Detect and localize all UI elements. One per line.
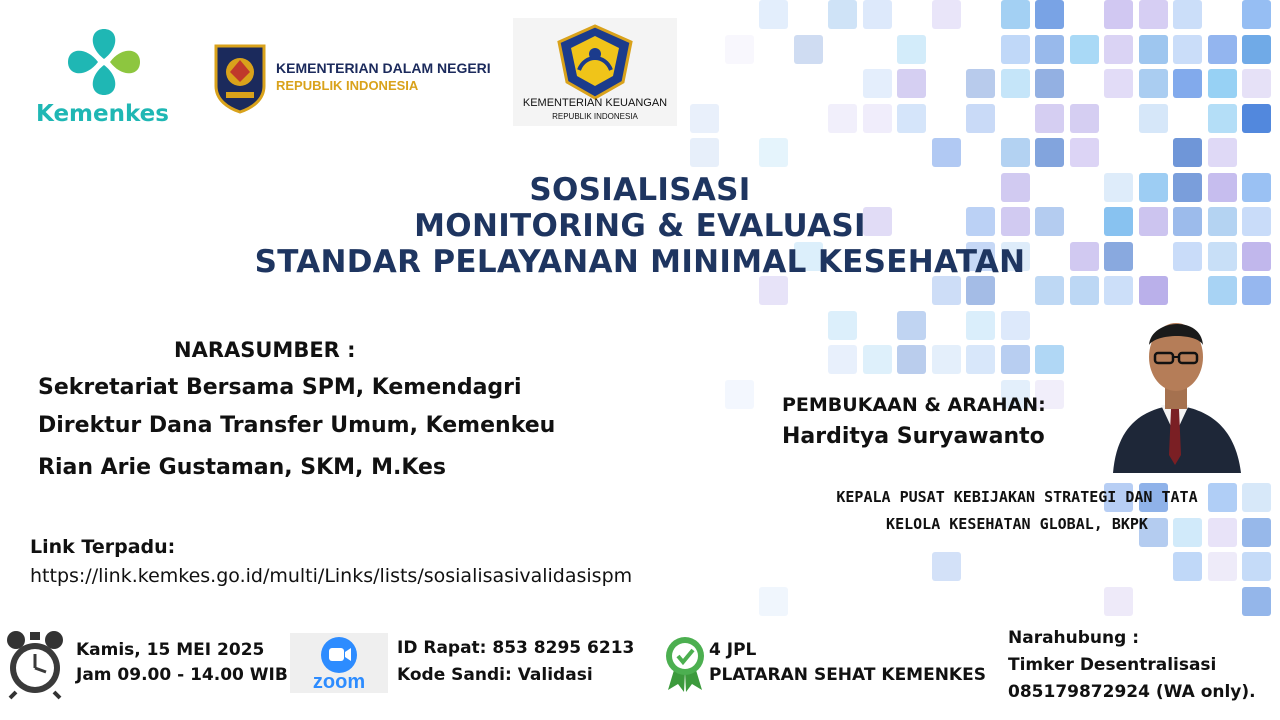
- mosaic-tile: [1242, 207, 1271, 236]
- zoom-wordmark: zoom: [312, 671, 366, 693]
- mosaic-tile: [966, 311, 995, 340]
- role-line-1: KEPALA PUSAT KEBIJAKAN STRATEGI DAN TATA: [836, 488, 1198, 506]
- speakers-heading: NARASUMBER :: [174, 338, 356, 362]
- mosaic-tile: [1173, 207, 1202, 236]
- mosaic-tile: [1208, 69, 1237, 98]
- kemenkeu-name: KEMENTERIAN KEUANGAN: [522, 97, 668, 109]
- kemenkeu-emblem-icon: [555, 24, 635, 100]
- mosaic-tile: [759, 587, 788, 616]
- mosaic-tile: [1242, 69, 1271, 98]
- mosaic-tile: [897, 311, 926, 340]
- kemenkes-logo: [30, 25, 175, 135]
- mosaic-tile: [863, 69, 892, 98]
- mosaic-tile: [1070, 276, 1099, 305]
- mosaic-tile: [1001, 345, 1030, 374]
- mosaic-tile: [897, 104, 926, 133]
- mosaic-tile: [690, 104, 719, 133]
- mosaic-tile: [1104, 69, 1133, 98]
- mosaic-tile: [1139, 0, 1168, 29]
- mosaic-tile: [1208, 104, 1237, 133]
- mosaic-tile: [1035, 35, 1064, 64]
- mosaic-tile: [1139, 104, 1168, 133]
- mosaic-tile: [897, 35, 926, 64]
- mosaic-tile: [966, 345, 995, 374]
- mosaic-tile: [1242, 276, 1271, 305]
- mosaic-tile: [863, 104, 892, 133]
- mosaic-tile: [828, 0, 857, 29]
- mosaic-tile: [1139, 69, 1168, 98]
- mosaic-tile: [1242, 242, 1271, 271]
- mosaic-tile: [863, 345, 892, 374]
- mosaic-tile: [1173, 69, 1202, 98]
- mosaic-tile: [725, 35, 754, 64]
- mosaic-tile: [1104, 35, 1133, 64]
- mosaic-tile: [966, 69, 995, 98]
- mosaic-tile: [1173, 242, 1202, 271]
- mosaic-tile: [863, 0, 892, 29]
- mosaic-tile: [1070, 35, 1099, 64]
- mosaic-tile: [1242, 587, 1271, 616]
- event-time: Jam 09.00 - 14.00 WIB: [76, 665, 288, 685]
- mosaic-tile: [1139, 35, 1168, 64]
- mosaic-tile: [1139, 207, 1168, 236]
- mosaic-tile: [1035, 0, 1064, 29]
- mosaic-tile: [1070, 138, 1099, 167]
- mosaic-tile: [1104, 276, 1133, 305]
- mosaic-tile: [932, 0, 961, 29]
- mosaic-tile: [1035, 138, 1064, 167]
- mosaic-tile: [1208, 276, 1237, 305]
- mosaic-tile: [1173, 552, 1202, 581]
- mosaic-tile: [759, 138, 788, 167]
- mosaic-tile: [1208, 35, 1237, 64]
- contact-label: Narahubung :: [1008, 628, 1140, 648]
- mosaic-tile: [1035, 276, 1064, 305]
- event-date: Kamis, 15 MEI 2025: [76, 640, 265, 660]
- opening-label: PEMBUKAAN & ARAHAN:: [782, 394, 1046, 416]
- event-title: [160, 172, 1120, 280]
- kemenkes-wordmark: Kemenkes: [36, 101, 169, 127]
- mosaic-tile: [1173, 173, 1202, 202]
- mosaic-tile: [1208, 173, 1237, 202]
- opening-speaker-name: Harditya Suryawanto: [782, 424, 1045, 449]
- title-line-2: MONITORING & EVALUASI: [414, 208, 866, 244]
- verified-badge-icon: [664, 636, 706, 692]
- mosaic-tile: [1001, 138, 1030, 167]
- mosaic-tile: [897, 69, 926, 98]
- platform-name: PLATARAN SEHAT KEMENKES: [709, 665, 986, 685]
- opening-speaker-role: [812, 484, 1222, 538]
- mosaic-tile: [1001, 0, 1030, 29]
- mosaic-tile: [1035, 69, 1064, 98]
- mosaic-tile: [1173, 0, 1202, 29]
- mosaic-tile: [1208, 207, 1237, 236]
- mosaic-tile: [1139, 173, 1168, 202]
- mosaic-tile: [759, 276, 788, 305]
- mosaic-tile: [1001, 311, 1030, 340]
- zoom-logo: [290, 633, 388, 693]
- mosaic-tile: [1104, 0, 1133, 29]
- kemenkeu-logo: [513, 18, 677, 126]
- mosaic-tile: [1242, 173, 1271, 202]
- mosaic-tile: [1208, 138, 1237, 167]
- mosaic-tile: [1173, 138, 1202, 167]
- mosaic-tile: [966, 276, 995, 305]
- mosaic-tile: [932, 552, 961, 581]
- alarm-clock-icon: [2, 628, 68, 700]
- kemendagri-logo: [212, 42, 502, 117]
- mosaic-tile: [690, 138, 719, 167]
- meeting-passcode: Kode Sandi: Validasi: [397, 665, 593, 685]
- speaker-item: Sekretariat Bersama SPM, Kemendagri: [38, 375, 522, 400]
- kemenkes-logo-mark: [64, 25, 144, 100]
- speaker-item: Rian Arie Gustaman, SKM, M.Kes: [38, 455, 446, 480]
- speaker-photo: [1103, 305, 1248, 473]
- mosaic-tile: [1208, 552, 1237, 581]
- title-line-3: STANDAR PELAYANAN MINIMAL KESEHATAN: [254, 244, 1026, 280]
- mosaic-tile: [1035, 104, 1064, 133]
- mosaic-tile: [828, 311, 857, 340]
- contact-team: Timker Desentralisasi: [1008, 655, 1217, 675]
- garuda-emblem-icon: [212, 42, 268, 114]
- mosaic-tile: [1242, 552, 1271, 581]
- registration-link[interactable]: https://link.kemkes.go.id/multi/Links/lists/sosialisasivalidasispm: [30, 565, 633, 587]
- mosaic-tile: [1242, 104, 1271, 133]
- mosaic-tile: [1242, 0, 1271, 29]
- contact-phone: 085179872924 (WA only).: [1008, 682, 1256, 702]
- mosaic-tile: [794, 35, 823, 64]
- kemenkeu-subtitle: REPUBLIK INDONESIA: [552, 112, 638, 121]
- jpl-count: 4 JPL: [709, 640, 757, 660]
- mosaic-tile: [828, 104, 857, 133]
- mosaic-tile: [1173, 35, 1202, 64]
- mosaic-tile: [932, 138, 961, 167]
- mosaic-tile: [1242, 518, 1271, 547]
- speaker-item: Direktur Dana Transfer Umum, Kemenkeu: [38, 413, 556, 438]
- mosaic-tile: [1001, 69, 1030, 98]
- mosaic-tile: [897, 345, 926, 374]
- mosaic-tile: [966, 104, 995, 133]
- mosaic-tile: [1242, 483, 1271, 512]
- meeting-id: ID Rapat: 853 8295 6213: [397, 638, 635, 658]
- link-label: Link Terpadu:: [30, 536, 176, 558]
- mosaic-tile: [1035, 345, 1064, 374]
- mosaic-tile: [759, 0, 788, 29]
- mosaic-tile: [1208, 242, 1237, 271]
- mosaic-tile: [828, 345, 857, 374]
- mosaic-tile: [932, 345, 961, 374]
- mosaic-tile: [1139, 276, 1168, 305]
- mosaic-tile: [932, 276, 961, 305]
- title-line-1: SOSIALISASI: [529, 172, 751, 208]
- mosaic-tile: [1001, 35, 1030, 64]
- mosaic-tile: [1104, 587, 1133, 616]
- kemendagri-name: KEMENTERIAN DALAM NEGERI: [276, 60, 491, 76]
- role-line-2: KELOLA KESEHATAN GLOBAL, BKPK: [886, 515, 1148, 533]
- mosaic-tile: [1242, 35, 1271, 64]
- mosaic-tile: [725, 380, 754, 409]
- kemendagri-subtitle: REPUBLIK INDONESIA: [276, 78, 419, 93]
- mosaic-tile: [1070, 104, 1099, 133]
